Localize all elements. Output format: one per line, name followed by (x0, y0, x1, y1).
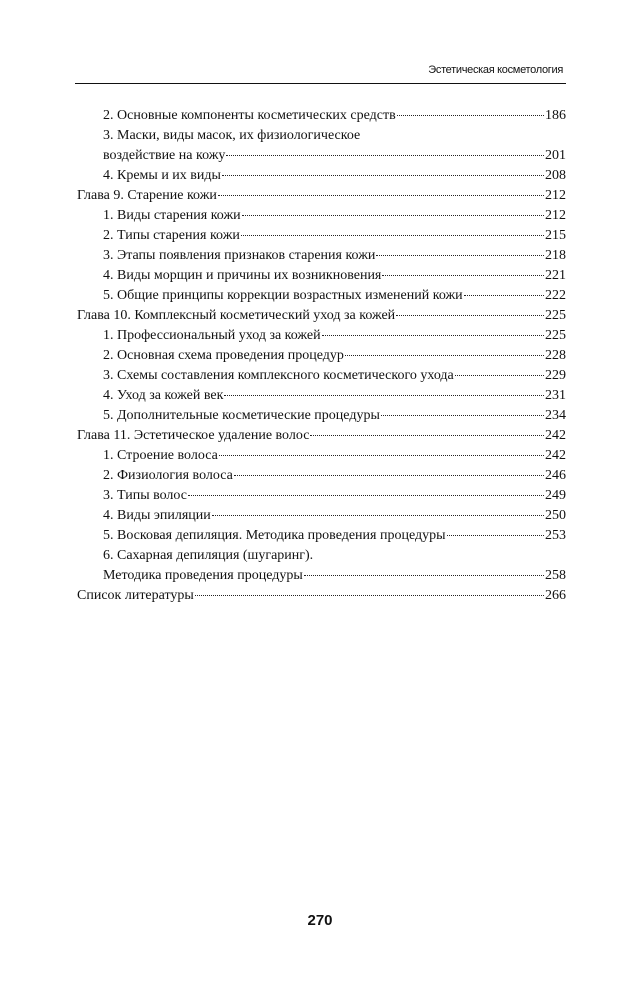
toc-entry (77, 486, 566, 506)
toc-entry (77, 286, 566, 306)
toc-entry-page: 242 (545, 428, 566, 443)
toc-dot-leader (212, 515, 544, 516)
toc-dot-leader (242, 215, 544, 216)
toc-entry-title: 2. Физиология волоса (103, 468, 233, 483)
toc-entry (77, 526, 566, 546)
toc-entry (77, 506, 566, 526)
running-header-title: Эстетическая косметология (428, 64, 563, 76)
toc-entry-title: 5. Восковая депиляция. Методика проведения процедуры (103, 528, 446, 543)
toc-dot-leader (304, 575, 544, 576)
toc-entry-page: 253 (545, 528, 566, 543)
toc-entry-page: 218 (545, 248, 566, 263)
toc-dot-leader (310, 435, 544, 436)
toc-entry (77, 346, 566, 366)
toc-dot-leader (447, 535, 544, 536)
toc-entry-page: 234 (545, 408, 566, 423)
toc-entry-page: 212 (545, 208, 566, 223)
toc-entry-title: 4. Уход за кожей век (103, 388, 224, 403)
toc-dot-leader (226, 155, 544, 156)
toc-entry (77, 226, 566, 246)
toc-dot-leader (382, 275, 544, 276)
header-rule (75, 83, 566, 84)
toc-entry (77, 586, 566, 606)
toc-entry (77, 426, 566, 446)
toc-entry-page: 222 (545, 288, 566, 303)
toc-entry-title: 4. Виды морщин и причины их возникновения (103, 268, 382, 283)
toc-dot-leader (322, 335, 544, 336)
toc-dot-leader (464, 295, 544, 296)
toc-dot-leader (455, 375, 544, 376)
toc-entry-title: 2. Основные компоненты косметических средств (103, 108, 396, 123)
toc-entry-page: 258 (545, 568, 566, 583)
toc-entry (77, 326, 566, 346)
toc-entry (77, 166, 566, 186)
toc-entry (77, 546, 566, 566)
toc-dot-leader (234, 475, 544, 476)
toc-entry-title: 3. Схемы составления комплексного косметического ухода (103, 368, 454, 383)
toc-entry-title: Методика проведения процедуры (103, 568, 303, 583)
toc-entry-title: Список литературы (77, 588, 194, 603)
toc-entry (77, 406, 566, 426)
toc-entry (77, 266, 566, 286)
toc-entry-page: 221 (545, 268, 566, 283)
toc-entry-page: 229 (545, 368, 566, 383)
toc-entry-page: 250 (545, 508, 566, 523)
table-of-contents (77, 106, 566, 606)
toc-entry-page: 208 (545, 168, 566, 183)
toc-entry (77, 126, 566, 146)
toc-entry-title: 4. Виды эпиляции (103, 508, 211, 523)
toc-entry-page: 201 (545, 148, 566, 163)
toc-entry (77, 246, 566, 266)
toc-dot-leader (241, 235, 544, 236)
toc-entry (77, 306, 566, 326)
toc-entry-title: 3. Маски, виды масок, их физиологическое (103, 128, 361, 143)
toc-entry-title: 2. Основная схема проведения процедур (103, 348, 344, 363)
toc-entry-title: 3. Типы волос (103, 488, 187, 503)
toc-entry (77, 446, 566, 466)
toc-dot-leader (188, 495, 544, 496)
toc-entry-page: 242 (545, 448, 566, 463)
toc-entry-title: Глава 9. Старение кожи (77, 188, 217, 203)
toc-entry-title: 4. Кремы и их виды (103, 168, 221, 183)
toc-entry-page: 231 (545, 388, 566, 403)
toc-entry-title: 1. Виды старения кожи (103, 208, 241, 223)
toc-entry-title: 2. Типы старения кожи (103, 228, 240, 243)
toc-entry (77, 146, 566, 166)
toc-dot-leader (222, 175, 544, 176)
toc-dot-leader (219, 455, 544, 456)
toc-dot-leader (345, 355, 544, 356)
toc-entry-title: Глава 11. Эстетическое удаление волос (77, 428, 310, 443)
toc-entry (77, 366, 566, 386)
toc-entry (77, 206, 566, 226)
toc-entry (77, 386, 566, 406)
toc-entry (77, 186, 566, 206)
toc-dot-leader (397, 115, 544, 116)
toc-entry-title: 6. Сахарная депиляция (шугаринг). (103, 548, 314, 563)
toc-entry (77, 466, 566, 486)
toc-entry-page: 215 (545, 228, 566, 243)
page-number: 270 (307, 912, 333, 929)
toc-entry-page: 225 (545, 308, 566, 323)
toc-entry-title: Глава 10. Комплексный косметический уход за кожей (77, 308, 396, 323)
toc-entry-title: 3. Этапы появления признаков старения кожи (103, 248, 376, 263)
toc-entry-page: 246 (545, 468, 566, 483)
toc-entry-page: 225 (545, 328, 566, 343)
toc-entry-page: 212 (545, 188, 566, 203)
toc-dot-leader (218, 195, 544, 196)
toc-dot-leader (381, 415, 544, 416)
toc-entry-title: воздействие на кожу (103, 148, 226, 163)
toc-entry-page: 249 (545, 488, 566, 503)
toc-entry-page: 228 (545, 348, 566, 363)
toc-dot-leader (396, 315, 544, 316)
toc-entry-page: 186 (545, 108, 566, 123)
toc-entry (77, 566, 566, 586)
toc-entry-title: 5. Общие принципы коррекции возрастных изменений кожи (103, 288, 463, 303)
toc-entry-page: 266 (545, 588, 566, 603)
toc-entry-title: 5. Дополнительные косметические процедуры (103, 408, 380, 423)
toc-dot-leader (195, 595, 544, 596)
toc-entry-title: 1. Профессиональный уход за кожей (103, 328, 321, 343)
toc-entry (77, 106, 566, 126)
toc-dot-leader (376, 255, 544, 256)
toc-entry-title: 1. Строение волоса (103, 448, 218, 463)
toc-dot-leader (224, 395, 544, 396)
